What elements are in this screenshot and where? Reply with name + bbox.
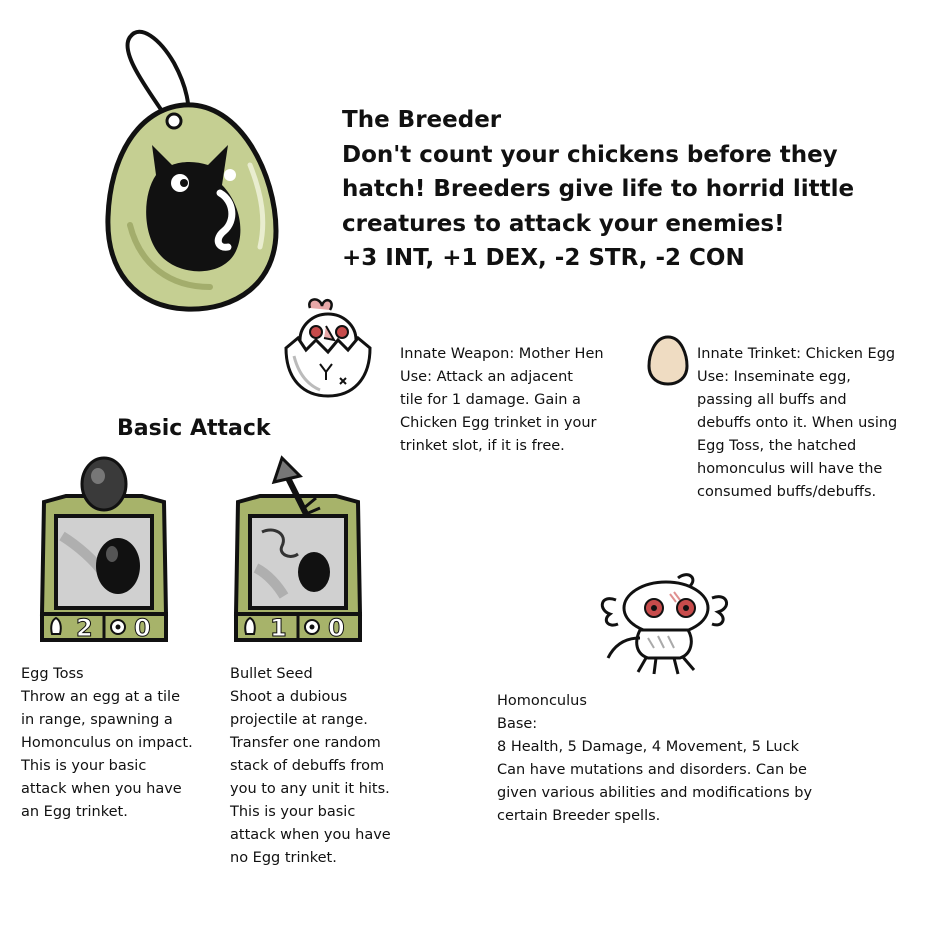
- trinket-line: Use: Inseminate egg,: [697, 369, 851, 385]
- class-title: The Breeder: [342, 107, 502, 133]
- egg-icon: [646, 334, 690, 386]
- egg-toss-line: Throw an egg at a tile: [21, 689, 180, 705]
- trinket-line: Innate Trinket: Chicken Egg: [697, 346, 896, 362]
- bullet-seed-line: attack when you have: [230, 827, 391, 843]
- class-description-line: hatch! Breeders give life to horrid little: [342, 176, 855, 202]
- weapon-line: Innate Weapon: Mother Hen: [400, 346, 604, 362]
- card-cooldown: 0: [328, 614, 345, 642]
- trinket-line: passing all buffs and: [697, 392, 847, 408]
- homonculus-line: Homonculus: [497, 693, 587, 709]
- hatched-chick-icon: [276, 292, 378, 404]
- card-cost: 2: [76, 614, 93, 642]
- homonculus-description: [497, 690, 812, 828]
- trinket-line: debuffs onto it. When using: [697, 415, 898, 431]
- bullet-seed-line: you to any unit it hits.: [230, 781, 390, 797]
- bullet-seed-card[interactable]: [232, 456, 364, 644]
- cost-icon: [51, 618, 61, 634]
- egg-toss-line: Homonculus on impact.: [21, 735, 193, 751]
- class-description-line: Don't count your chickens before they: [342, 141, 838, 168]
- class-stats: +3 INT, +1 DEX, -2 STR, -2 CON: [342, 245, 745, 271]
- homonculus-line: certain Breeder spells.: [497, 808, 661, 824]
- class-header: [342, 103, 854, 276]
- bullet-seed-description: [230, 663, 391, 870]
- homonculus-line: given various abilities and modifications by: [497, 785, 813, 801]
- egg-toss-card[interactable]: [38, 456, 170, 644]
- homonculus-line: Base:: [497, 716, 538, 732]
- egg-toss-line: in range, spawning a: [21, 712, 173, 728]
- homonculus-line: Can have mutations and disorders. Can be: [497, 762, 807, 778]
- bullet-seed-line: stack of debuffs from: [230, 758, 385, 774]
- black-egg-icon: [82, 458, 126, 510]
- bullet-seed-line: projectile at range.: [230, 712, 368, 728]
- bullet-seed-line: Bullet Seed: [230, 666, 313, 682]
- egg-toss-line: This is your basic: [21, 758, 147, 774]
- weapon-line: trinket slot, if it is free.: [400, 438, 565, 454]
- card-cooldown: 0: [134, 614, 151, 642]
- bullet-seed-line: Transfer one random: [230, 735, 381, 751]
- egg-toss-line: Egg Toss: [21, 666, 84, 682]
- cost-icon: [245, 618, 255, 634]
- bullet-seed-line: This is your basic: [230, 804, 356, 820]
- card-cost: 1: [270, 614, 287, 642]
- basic-attack-title: Basic Attack: [117, 416, 271, 441]
- weapon-line: Use: Attack an adjacent: [400, 369, 573, 385]
- bullet-seed-line: no Egg trinket.: [230, 850, 337, 866]
- egg-pendant-icon: [100, 25, 290, 315]
- egg-toss-description: [21, 663, 193, 824]
- trinket-line: homonculus will have the: [697, 461, 883, 477]
- bullet-seed-line: Shoot a dubious: [230, 689, 348, 705]
- trinket-description: [697, 343, 897, 504]
- trinket-line: consumed buffs/debuffs.: [697, 484, 877, 500]
- egg-toss-line: an Egg trinket.: [21, 804, 128, 820]
- class-description-line: creatures to attack your enemies!: [342, 210, 785, 237]
- weapon-line: Chicken Egg trinket in your: [400, 415, 597, 431]
- weapon-line: tile for 1 damage. Gain a: [400, 392, 581, 408]
- weapon-description: [400, 343, 604, 458]
- homonculus-line: 8 Health, 5 Damage, 4 Movement, 5 Luck: [497, 739, 799, 755]
- trinket-line: Egg Toss, the hatched: [697, 438, 857, 454]
- homonculus-creature-icon: [594, 568, 734, 680]
- egg-toss-line: attack when you have: [21, 781, 182, 797]
